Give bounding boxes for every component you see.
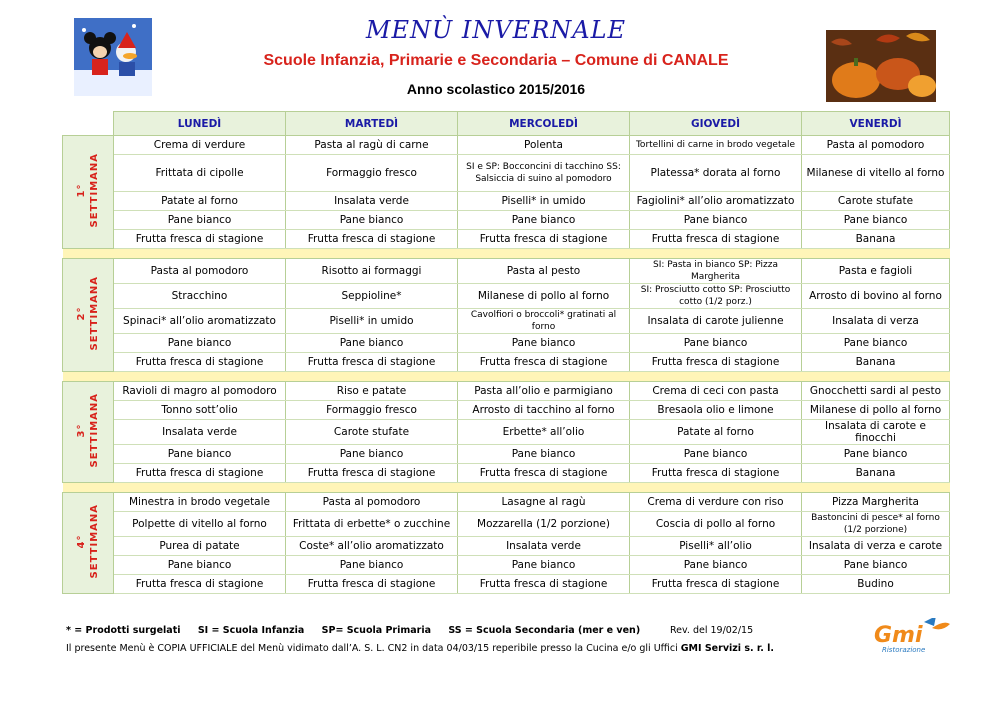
menu-row xyxy=(63,136,950,155)
menu-cell: Pasta al pomodoro xyxy=(802,136,950,155)
menu-cell: Milanese di vitello al forno xyxy=(802,155,950,192)
menu-cell: Frutta fresca di stagione xyxy=(458,464,630,483)
week-word: SETTIMANA xyxy=(89,504,100,579)
week-label-cell xyxy=(63,259,114,372)
week-label-cell xyxy=(63,382,114,483)
menu-cell: Bresaola olio e limone xyxy=(630,401,802,420)
revision-date: Rev. del 19/02/15 xyxy=(670,625,754,636)
menu-cell: Platessa* dorata al forno xyxy=(630,155,802,192)
week-number: 4° xyxy=(76,534,87,549)
menu-cell: Frutta fresca di stagione xyxy=(630,353,802,372)
menu-cell: Insalata verde xyxy=(286,192,458,211)
menu-cell: Erbette* all’olio xyxy=(458,420,630,445)
menu-cell: Frutta fresca di stagione xyxy=(630,575,802,594)
menu-cell: Insalata verde xyxy=(114,420,286,445)
footer-company: GMI Servizi s. r. l. xyxy=(680,643,775,654)
menu-row xyxy=(63,309,950,334)
menu-cell: Coscia di pollo al forno xyxy=(630,512,802,537)
menu-row xyxy=(63,575,950,594)
menu-cell: Piselli* all’olio xyxy=(630,537,802,556)
menu-cell: Frutta fresca di stagione xyxy=(286,353,458,372)
menu-cell: Milanese di pollo al forno xyxy=(458,284,630,309)
menu-cell: SI: Prosciutto cotto SP: Prosciutto cotto (1/2 porz.) xyxy=(630,284,802,309)
menu-cell: Pane bianco xyxy=(458,445,630,464)
legend-ss: SS = Scuola Secondaria (mer e ven) xyxy=(448,625,641,636)
menu-cell: Arrosto di bovino al forno xyxy=(802,284,950,309)
menu-cell: Piselli* in umido xyxy=(286,309,458,334)
day-header-row xyxy=(63,112,950,136)
menu-cell: Pane bianco xyxy=(114,556,286,575)
menu-cell: Ravioli di magro al pomodoro xyxy=(114,382,286,401)
menu-row xyxy=(63,512,950,537)
autumn-pumpkins-image xyxy=(826,30,936,102)
menu-cell: Pane bianco xyxy=(630,211,802,230)
menu-cell: Cavolfiori o broccoli* gratinati al forno xyxy=(458,309,630,334)
menu-cell: Pane bianco xyxy=(802,211,950,230)
menu-cell: Frutta fresca di stagione xyxy=(114,464,286,483)
menu-cell: Tonno sott’olio xyxy=(114,401,286,420)
menu-cell: Polpette di vitello al forno xyxy=(114,512,286,537)
menu-cell: Pane bianco xyxy=(286,445,458,464)
menu-row xyxy=(63,192,950,211)
week-separator xyxy=(63,249,950,259)
corner-cell xyxy=(63,112,114,136)
week-number: 3° xyxy=(76,423,87,438)
legend-frozen: * = Prodotti surgelati xyxy=(66,625,181,636)
week-word: SETTIMANA xyxy=(89,393,100,468)
week-separator-cell xyxy=(63,483,950,493)
legend-si: SI = Scuola Infanzia xyxy=(197,625,305,636)
menu-cell: Pane bianco xyxy=(458,334,630,353)
menu-cell: Frutta fresca di stagione xyxy=(114,575,286,594)
menu-cell: Frutta fresca di stagione xyxy=(630,464,802,483)
menu-cell: Spinaci* all’olio aromatizzato xyxy=(114,309,286,334)
menu-cell: SI: Pasta in bianco SP: Pizza Margherita xyxy=(630,259,802,284)
menu-cell: Pane bianco xyxy=(114,211,286,230)
menu-cell: Insalata di verza e carote xyxy=(802,537,950,556)
menu-cell: Tortellini di carne in brodo vegetale xyxy=(630,136,802,155)
week-separator-cell xyxy=(63,249,950,259)
menu-table xyxy=(62,111,950,594)
school-year: Anno scolastico 2015/2016 xyxy=(406,81,586,97)
week-separator-cell xyxy=(63,372,950,382)
menu-cell: Insalata di verza xyxy=(802,309,950,334)
menu-cell: Pane bianco xyxy=(802,334,950,353)
menu-cell: Purea di patate xyxy=(114,537,286,556)
menu-cell: Frutta fresca di stagione xyxy=(458,353,630,372)
menu-cell: Arrosto di tacchino al forno xyxy=(458,401,630,420)
legend xyxy=(66,625,654,636)
menu-cell: Pasta al ragù di carne xyxy=(286,136,458,155)
menu-row xyxy=(63,537,950,556)
menu-cell: Insalata di carote e finocchi xyxy=(802,420,950,445)
logo-subtext: Ristorazione xyxy=(882,646,926,654)
christmas-cartoon-image xyxy=(74,18,152,96)
week-word: SETTIMANA xyxy=(89,153,100,228)
menu-title: MENÙ INVERNALE xyxy=(365,16,627,44)
menu-cell: Gnocchetti sardi al pesto xyxy=(802,382,950,401)
menu-cell: Pane bianco xyxy=(286,334,458,353)
menu-cell: Frittata di erbette* o zucchine xyxy=(286,512,458,537)
menu-cell: Carote stufate xyxy=(286,420,458,445)
menu-cell: Pane bianco xyxy=(630,334,802,353)
menu-cell: Riso e patate xyxy=(286,382,458,401)
menu-cell: Frittata di cipolle xyxy=(114,155,286,192)
menu-row xyxy=(63,493,950,512)
menu-cell: Frutta fresca di stagione xyxy=(630,230,802,249)
menu-cell: Pane bianco xyxy=(114,445,286,464)
menu-cell: Mozzarella (1/2 porzione) xyxy=(458,512,630,537)
menu-cell: Banana xyxy=(802,353,950,372)
footer-note-text: Il presente Menù è COPIA UFFICIALE del Menù vidimato dall’A. S. L. CN2 in data 04/03/15 reperibile presso la Cucina e/o gli Uffici xyxy=(66,643,681,654)
menu-cell: Crema di verdure con riso xyxy=(630,493,802,512)
menu-cell: Pasta al pomodoro xyxy=(114,259,286,284)
menu-cell: Risotto ai formaggi xyxy=(286,259,458,284)
menu-row xyxy=(63,230,950,249)
footer-note xyxy=(66,643,774,654)
menu-cell: Bastoncini di pesce* al forno (1/2 porzione) xyxy=(802,512,950,537)
day-header: VENERDÌ xyxy=(802,112,950,136)
day-header: MERCOLEDÌ xyxy=(458,112,630,136)
menu-cell: Frutta fresca di stagione xyxy=(286,575,458,594)
menu-cell: Pane bianco xyxy=(630,445,802,464)
menu-cell: Frutta fresca di stagione xyxy=(286,464,458,483)
week-separator xyxy=(63,372,950,382)
menu-cell: Frutta fresca di stagione xyxy=(286,230,458,249)
menu-cell: Frutta fresca di stagione xyxy=(458,230,630,249)
menu-cell: SI e SP: Bocconcini di tacchino SS: Salsiccia di suino al pomodoro xyxy=(458,155,630,192)
menu-row xyxy=(63,259,950,284)
menu-cell: Pane bianco xyxy=(286,211,458,230)
menu-row xyxy=(63,382,950,401)
menu-cell: Insalata di carote julienne xyxy=(630,309,802,334)
menu-cell: Minestra in brodo vegetale xyxy=(114,493,286,512)
menu-cell: Pasta e fagioli xyxy=(802,259,950,284)
menu-cell: Frutta fresca di stagione xyxy=(458,575,630,594)
menu-row xyxy=(63,464,950,483)
week-number: 1° xyxy=(76,183,87,198)
week-label-cell xyxy=(63,493,114,594)
menu-row xyxy=(63,284,950,309)
menu-row xyxy=(63,155,950,192)
menu-cell: Pane bianco xyxy=(458,556,630,575)
menu-cell: Patate al forno xyxy=(630,420,802,445)
menu-cell: Carote stufate xyxy=(802,192,950,211)
gmi-logo xyxy=(872,618,954,656)
week-label-cell xyxy=(63,136,114,249)
menu-row xyxy=(63,353,950,372)
menu-cell: Pasta al pomodoro xyxy=(286,493,458,512)
legend-sp: SP= Scuola Primaria xyxy=(321,625,432,636)
menu-row xyxy=(63,334,950,353)
menu-cell: Crema di verdure xyxy=(114,136,286,155)
menu-cell: Pane bianco xyxy=(114,334,286,353)
menu-cell: Polenta xyxy=(458,136,630,155)
menu-row xyxy=(63,211,950,230)
menu-cell: Frutta fresca di stagione xyxy=(114,353,286,372)
day-header: GIOVEDÌ xyxy=(630,112,802,136)
menu-cell: Lasagne al ragù xyxy=(458,493,630,512)
week-label xyxy=(75,393,101,467)
day-header: LUNEDÌ xyxy=(114,112,286,136)
menu-cell: Coste* all’olio aromatizzato xyxy=(286,537,458,556)
menu-cell: Insalata verde xyxy=(458,537,630,556)
menu-cell: Formaggio fresco xyxy=(286,401,458,420)
week-number: 2° xyxy=(76,306,87,321)
menu-cell: Fagiolini* all’olio aromatizzato xyxy=(630,192,802,211)
menu-row xyxy=(63,445,950,464)
menu-cell: Banana xyxy=(802,230,950,249)
menu-cell: Patate al forno xyxy=(114,192,286,211)
week-label xyxy=(75,153,101,227)
menu-cell: Budino xyxy=(802,575,950,594)
menu-cell: Pizza Margherita xyxy=(802,493,950,512)
menu-cell: Pasta al pesto xyxy=(458,259,630,284)
menu-cell: Pane bianco xyxy=(458,211,630,230)
menu-cell: Milanese di pollo al forno xyxy=(802,401,950,420)
week-word: SETTIMANA xyxy=(89,276,100,351)
menu-cell: Seppioline* xyxy=(286,284,458,309)
menu-cell: Frutta fresca di stagione xyxy=(114,230,286,249)
menu-subtitle: Scuole Infanzia, Primarie e Secondaria – Comune di CANALE xyxy=(263,52,729,69)
menu-cell: Pane bianco xyxy=(802,556,950,575)
week-label xyxy=(75,276,101,350)
menu-row xyxy=(63,420,950,445)
menu-row xyxy=(63,401,950,420)
day-header: MARTEDÌ xyxy=(286,112,458,136)
menu-cell: Pane bianco xyxy=(630,556,802,575)
menu-row xyxy=(63,556,950,575)
menu-cell: Crema di ceci con pasta xyxy=(630,382,802,401)
menu-cell: Banana xyxy=(802,464,950,483)
menu-cell: Formaggio fresco xyxy=(286,155,458,192)
menu-cell: Stracchino xyxy=(114,284,286,309)
week-label xyxy=(75,504,101,578)
week-separator xyxy=(63,483,950,493)
menu-cell: Pane bianco xyxy=(802,445,950,464)
menu-cell: Pasta all’olio e parmigiano xyxy=(458,382,630,401)
logo-text: Gmi xyxy=(874,623,923,648)
menu-cell: Pane bianco xyxy=(286,556,458,575)
menu-cell: Piselli* in umido xyxy=(458,192,630,211)
